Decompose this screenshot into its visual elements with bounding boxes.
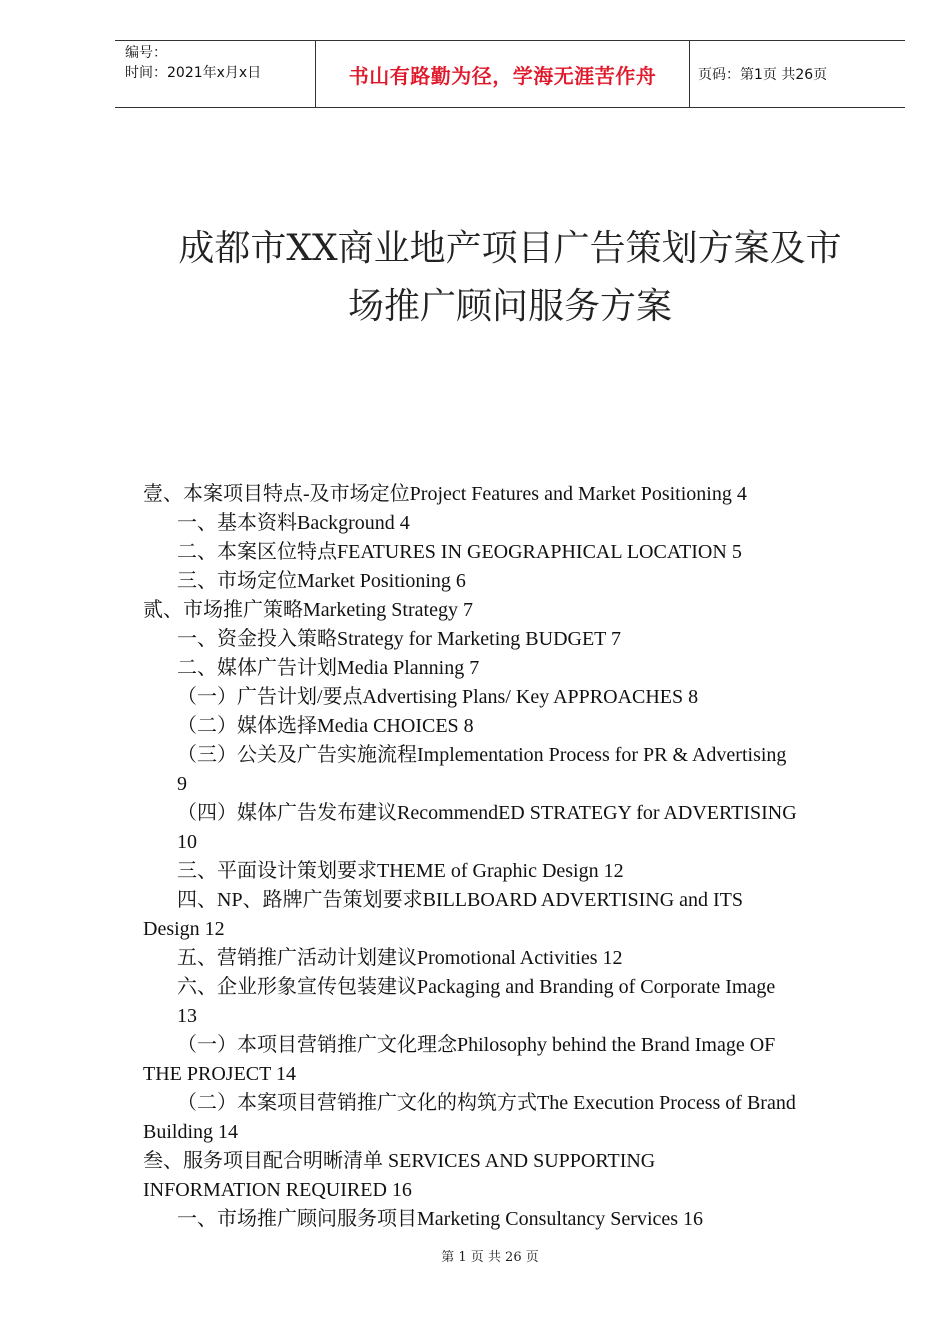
header-motto: 书山有路勤为径，学海无涯苦作舟 [316,41,690,107]
time-label: 时间：2021年x月x日 [125,65,262,81]
toc-entry: （四）媒体广告发布建议RecommendED STRATEGY for ADVERTISING [177,802,797,824]
title-line-2: 场推广顾问服务方案 [347,286,672,327]
toc-entry: 三、市场定位Market Positioning 6 [177,570,466,592]
toc-entry: 9 [177,773,187,795]
toc-entry: 壹、本案项目特点-及市场定位Project Features and Market Positioning 4 [143,483,747,505]
table-of-contents [143,480,883,1234]
toc-entry: INFORMATION REQUIRED 16 [143,1179,412,1201]
toc-entry: 一、资金投入策略Strategy for Marketing BUDGET 7 [177,628,622,650]
toc-entry: 四、NP、路牌广告策划要求BILLBOARD ADVERTISING and ITS [177,889,744,911]
toc-entry: THE PROJECT 14 [143,1063,296,1085]
toc-entry: 六、企业形象宣传包装建议Packaging and Branding of Corporate Image [177,976,776,998]
toc-entry: 贰、市场推广策略Marketing Strategy 7 [143,599,473,621]
toc-entry: 10 [177,831,197,853]
header-meta [115,41,316,107]
toc-entry: Building 14 [143,1121,239,1143]
page-header [115,40,905,108]
toc-entry: （一）广告计划/要点Advertising Plans/ Key APPROACHES 8 [177,686,699,708]
toc-entry: 二、媒体广告计划Media Planning 7 [177,657,480,679]
toc-entry: 13 [177,1005,197,1027]
toc-entry: 一、基本资料Background 4 [177,512,410,534]
toc-entry: 一、市场推广顾问服务项目Marketing Consultancy Services 16 [177,1208,704,1230]
toc-entry: （一）本项目营销推广文化理念Philosophy behind the Brand Image OF [177,1034,776,1056]
number-label: 编号： [125,45,167,61]
document-title [130,220,890,336]
toc-entry: Design 12 [143,918,225,940]
toc-entry: （三）公关及广告实施流程Implementation Process for PR & Advertising [177,744,787,766]
toc-entry: 五、营销推广活动计划建议Promotional Activities 12 [177,947,623,969]
toc-entry: （二）媒体选择Media CHOICES 8 [177,715,474,737]
toc-entry: 叁、服务项目配合明晰清单 SERVICES AND SUPPORTING [143,1150,656,1172]
title-line-1: 成都市XX商业地产项目广告策划方案及市 [178,228,842,269]
toc-entry: 二、本案区位特点FEATURES IN GEOGRAPHICAL LOCATION 5 [177,541,742,563]
page-footer: 第 1 页 共 26 页 [441,1250,539,1265]
header-page-info: 页码：第1页 共26页 [698,67,828,83]
toc-entry: 三、平面设计策划要求THEME of Graphic Design 12 [177,860,624,882]
toc-entry: （二）本案项目营销推广文化的构筑方式The Execution Process of Brand [177,1092,796,1114]
